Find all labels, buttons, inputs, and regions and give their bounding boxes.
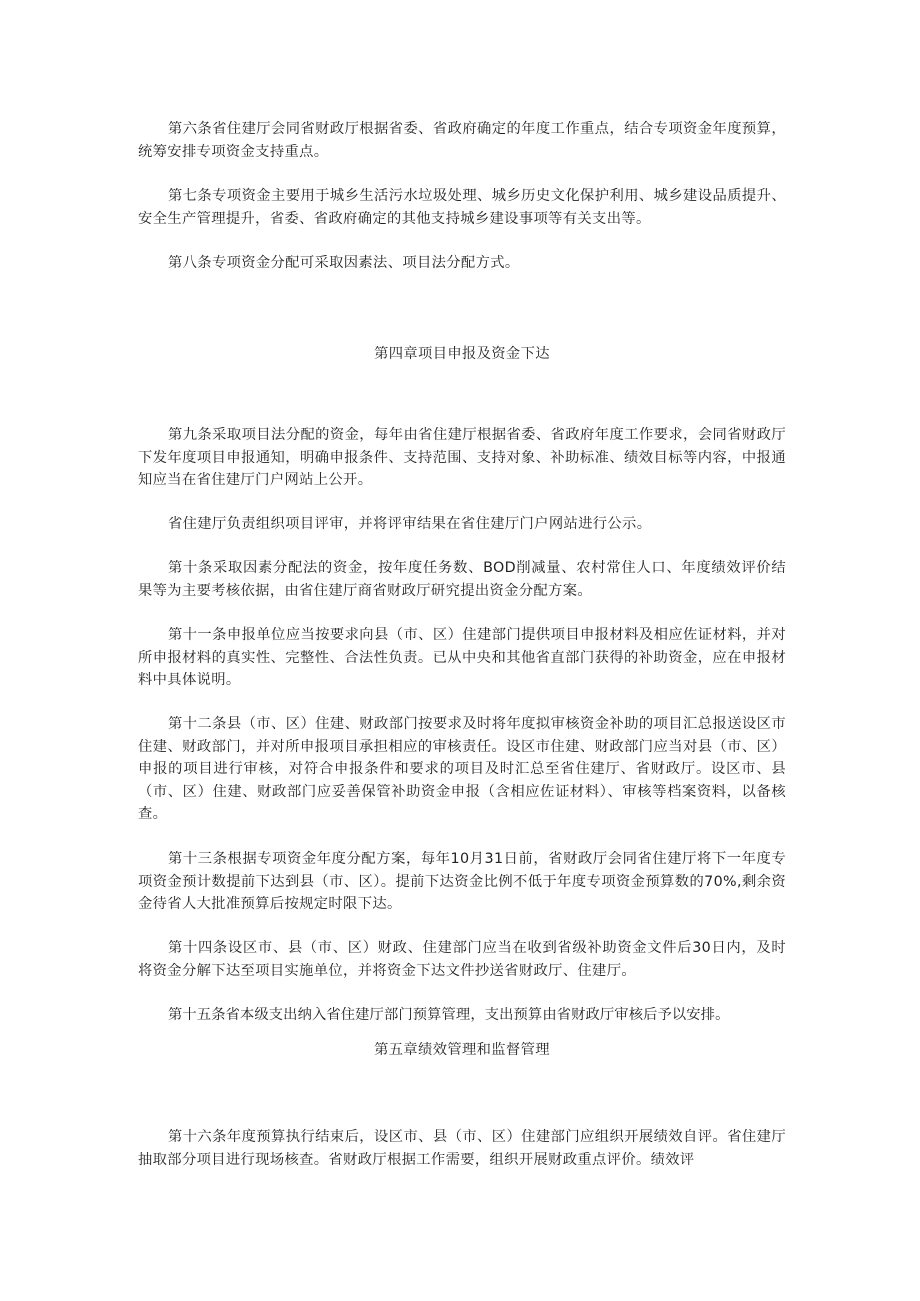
article-12: 第十二条县（市、区）住建、财政部门按要求及时将年度拟审核资金补助的项目汇总报送设区市住建、财政部门，并对所申报项目承担相应的审核责任。设区市住建、财政部门应当对县（市、区）申报的项目进行审核，对符合申报条件和要求的项目及时汇总至省住建厅、省财政厅。设区市、县（市、区）住建、财政部门应妥善保管补助资金申报（含相应佐证材料）、审核等档案资料，以备核查。 [138,716,786,822]
article-10: 第十条采取因素分配法的资金，按年度任务数、BOD削减量、农村常住人口、年度绩效评价结果等为主要考核依据，由省住建厅商省财政厅研究提出资金分配方案。 [138,560,786,599]
article-9: 第九条采取项目法分配的资金，每年由省住建厅根据省委、省政府年度工作要求，会同省财政厅下发年度项目申报通知，明确申报条件、支持范围、支持对象、补助标准、绩效目标等内容，中报通知应当在省住建厅门户网站上公开。 [138,427,786,488]
article-13: 第十三条根据专项资金年度分配方案，每年10月31日前，省财政厅会同省住建厅将下一年度专项资金预计数提前下达到县（市、区）。提前下达资金比例不低于年度专项资金预算数的70%,剩余资金待省人大批准预算后按规定时限下达。 [138,851,786,912]
chapter-4-title: 第四章项目申报及资金下达 [374,346,550,362]
article-9-review: 省住建厅负责组织项目评审，并将评审结果在省住建厅门户网站进行公示。 [168,516,652,532]
article-6: 第六条省住建厅会同省财政厅根据省委、省政府确定的年度工作重点，结合专项资金年度预算，统筹安排专项资金支持重点。 [138,121,786,160]
article-7: 第七条专项资金主要用于城乡生活污水垃圾处理、城乡历史文化保护利用、城乡建设品质提升、安全生产管理提升，省委、省政府确定的其他支持城乡建设事项等有关支出等。 [138,188,786,227]
article-16: 第十六条年度预算执行结束后，设区市、县（市、区）住建部门应组织开展绩效自评。省住建厅抽取部分项目进行现场核查。省财政厅根据工作需要，组织开展财政重点评价。绩效评 [138,1129,786,1168]
article-15: 第十五条省本级支出纳入省住建厅部门预算管理，支出预算由省财政厅审核后予以安排。 [168,1007,730,1023]
article-8: 第八条专项资金分配可采取因素法、项目法分配方式。 [168,255,520,271]
chapter-5-title: 第五章绩效管理和监督管理 [374,1042,550,1058]
article-11: 第十一条申报单位应当按要求向县（市、区）住建部门提供项目申报材料及相应佐证材料，并对所申报材料的真实性、完整性、合法性负责。已从中央和其他省直部门获得的补助资金，应在申报材料中具体说明。 [138,627,786,688]
article-14: 第十四条设区市、县（市、区）财政、住建部门应当在收到省级补助资金文件后30日内，及时将资金分解下达至项目实施单位，并将资金下达文件抄送省财政厅、住建厅。 [138,940,786,979]
